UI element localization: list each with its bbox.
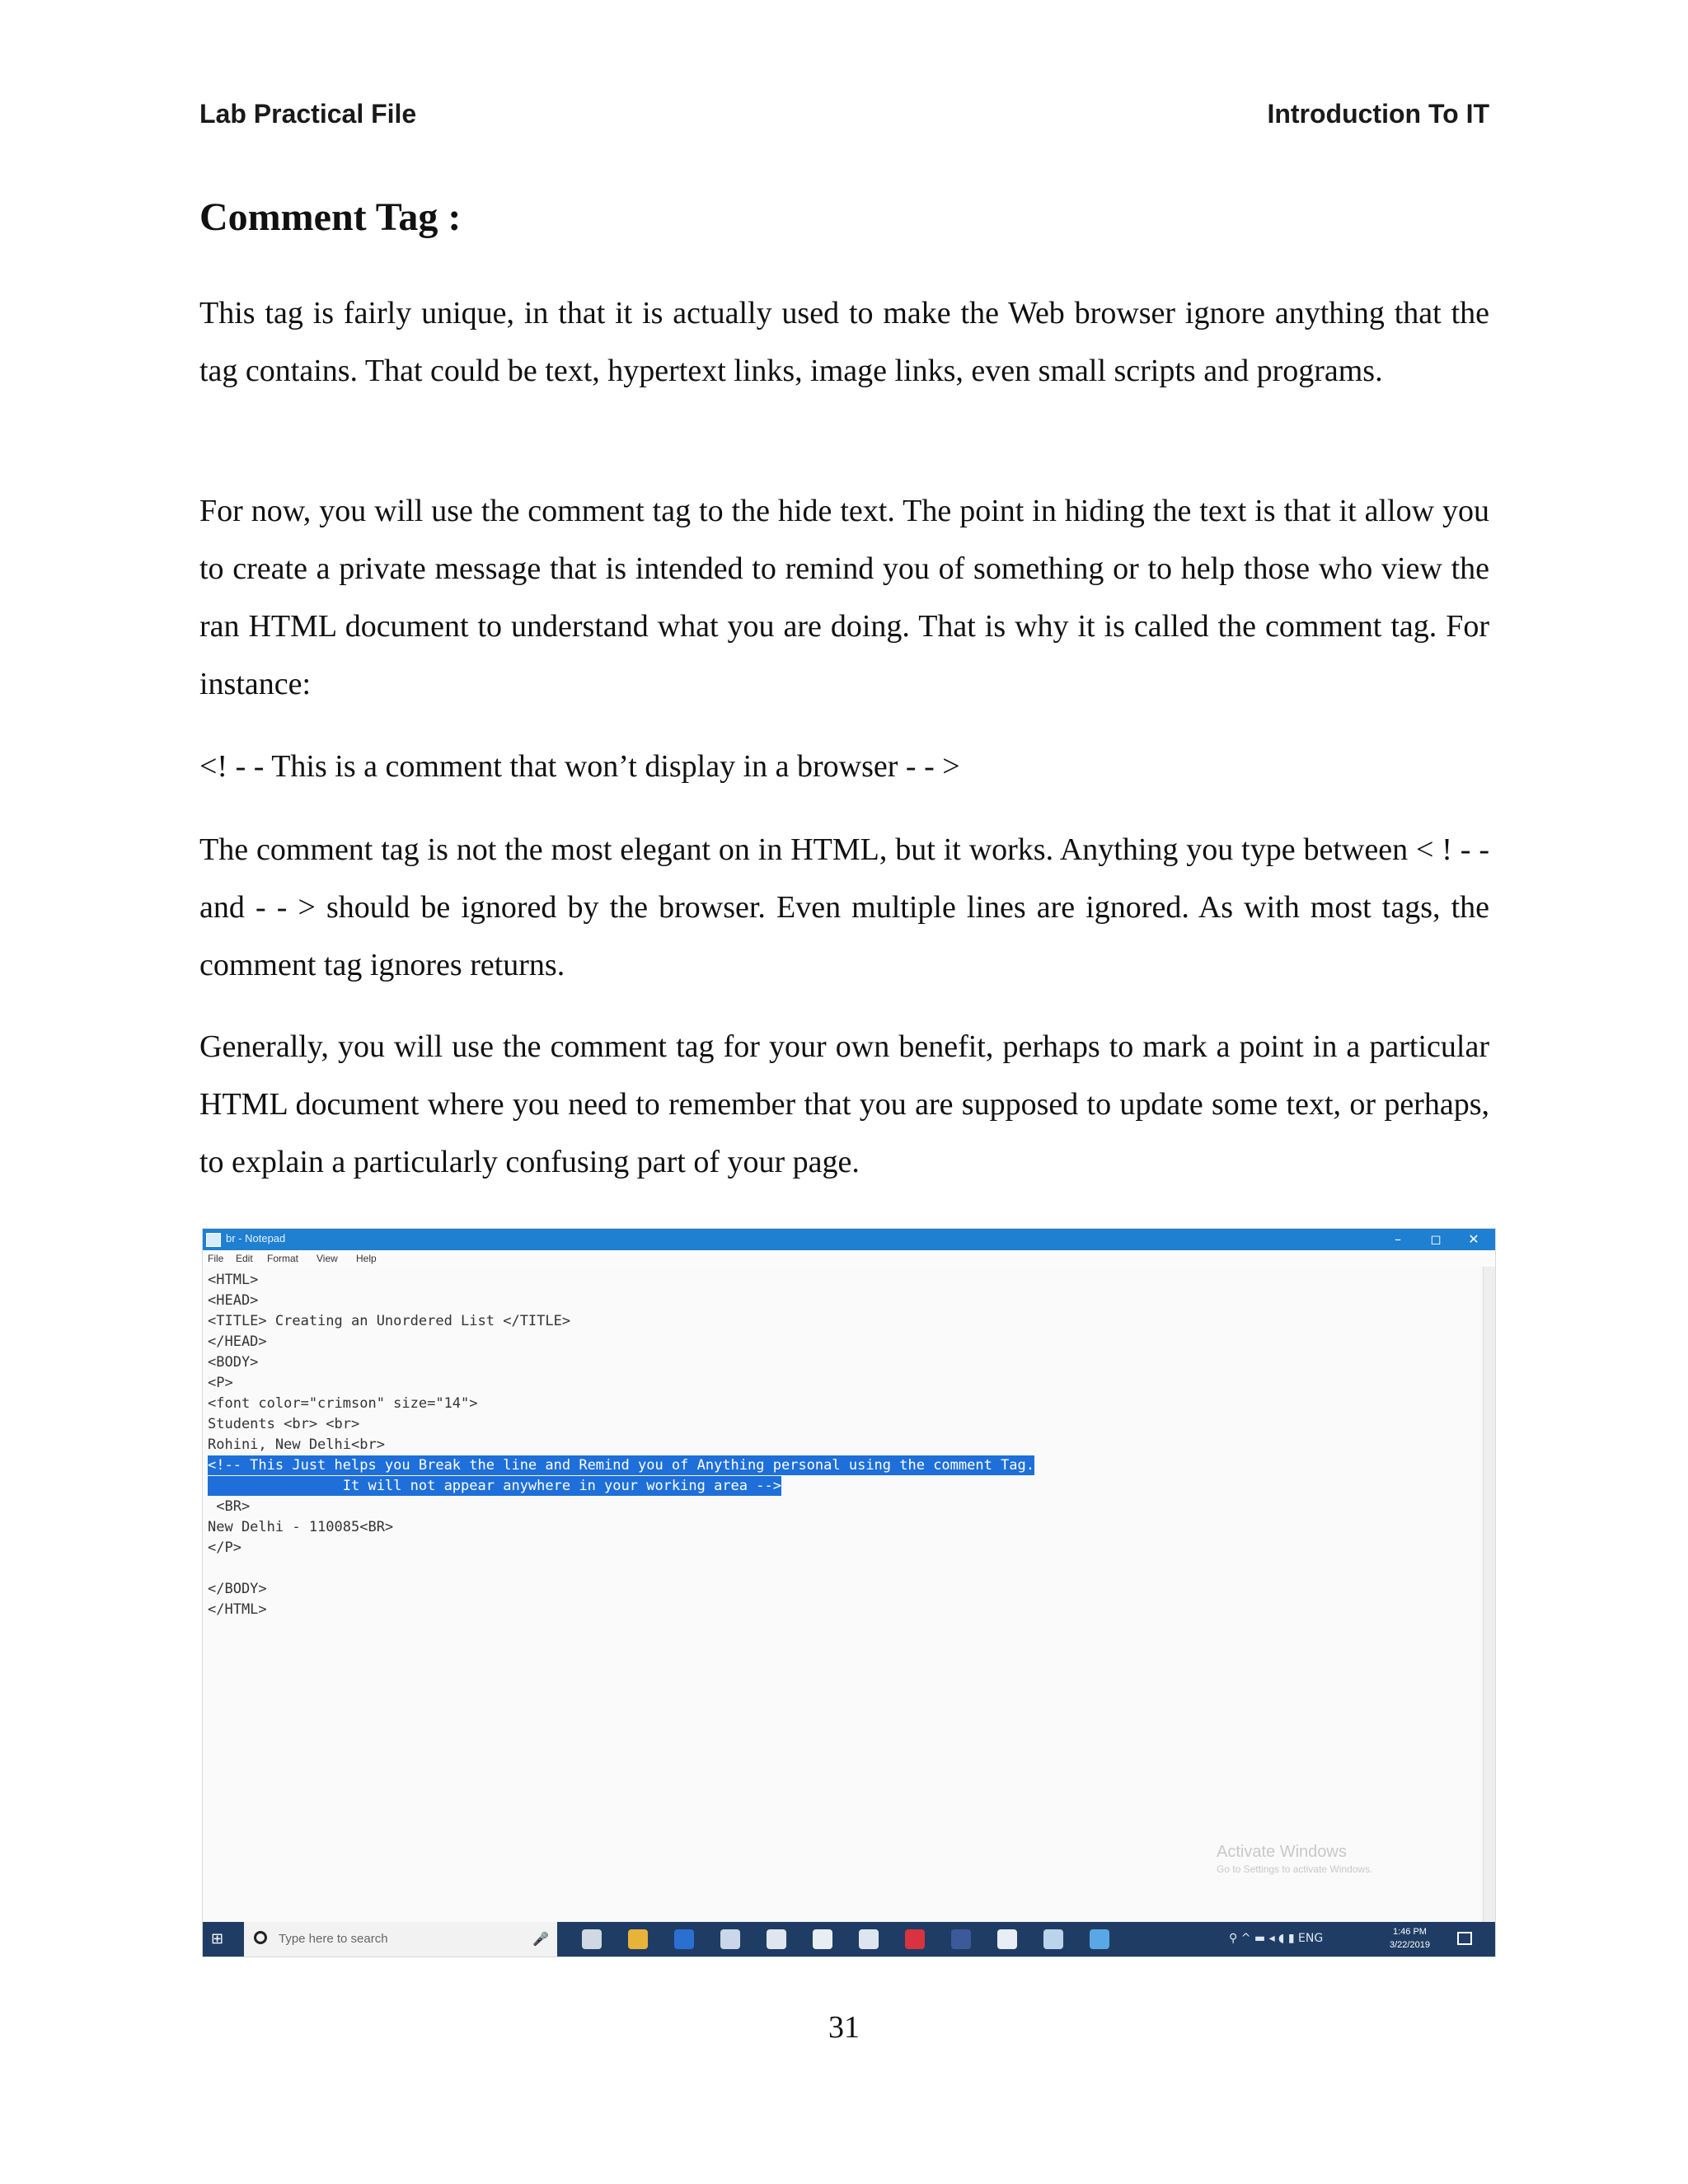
code-line: <HEAD> <box>208 1292 259 1309</box>
maximize-button[interactable]: ◻ <box>1430 1231 1442 1247</box>
cortana-circle-icon <box>254 1931 267 1944</box>
paragraph-behavior: The comment tag is not the most elegant on in HTML, but it works. Anything you type between < ! - - and - - > should be ignored by the browser. Even multiple lines are ignored. As with most tags, the comment tag ignores returns. <box>199 832 1489 982</box>
header-left-title: Lab Practical File <box>199 99 417 129</box>
watermark-title: Activate Windows <box>1217 1843 1347 1861</box>
code-line: <BR> <box>208 1498 251 1515</box>
page-header <box>199 99 1489 135</box>
section-heading: Comment Tag : <box>199 195 462 239</box>
code-line: <font color="crimson" size="14"> <box>208 1395 478 1412</box>
chrome-icon[interactable] <box>628 1929 648 1949</box>
menu-edit[interactable]: Edit <box>236 1253 253 1264</box>
menu-view[interactable]: View <box>316 1253 338 1264</box>
code-line: <!-- This Just helps you Break the line and Remind you of Anything personal using the comment Tag. <box>208 1457 1035 1474</box>
paragraph-example: <! - - This is a comment that won’t display in a browser - - > <box>199 749 960 784</box>
photos-icon[interactable] <box>997 1929 1017 1949</box>
code-line: New Delhi - 110085<BR> <box>208 1519 394 1535</box>
tray-icons[interactable]: ⚲ ^ ▬ ◂ ◖ ▮ ENG <box>1229 1932 1324 1945</box>
paragraph-benefit: Generally, you will use the comment tag for your own benefit, perhaps to mark a point in a particular HTML document where you need to remember that you are supposed to update some text, or perhaps, to explain a particularly confusing part of your page. <box>199 1029 1489 1179</box>
groove-icon[interactable] <box>813 1929 832 1949</box>
opera-icon[interactable] <box>905 1929 925 1949</box>
clock-time: 1:46 PM <box>1392 1927 1427 1937</box>
clock-date: 3/22/2019 <box>1390 1940 1430 1950</box>
search-placeholder: Type here to search <box>279 1932 388 1946</box>
facebook-icon[interactable] <box>951 1929 971 1949</box>
code-line: <HTML> <box>208 1272 259 1288</box>
menu-format[interactable]: Format <box>267 1253 299 1264</box>
menu-bar <box>203 1250 1495 1267</box>
windows-start-icon[interactable]: ⊞ <box>211 1930 224 1947</box>
edge-blue-icon[interactable] <box>674 1929 694 1949</box>
taskbar-search-box[interactable] <box>244 1922 557 1957</box>
ie-icon[interactable] <box>1090 1929 1109 1949</box>
vertical-scrollbar[interactable] <box>1483 1267 1495 1922</box>
menu-help[interactable]: Help <box>356 1253 377 1264</box>
outlook-icon[interactable] <box>859 1929 879 1949</box>
code-line: </P> <box>208 1540 241 1556</box>
notification-icon[interactable] <box>1457 1932 1472 1945</box>
code-line: </HTML> <box>208 1601 267 1618</box>
code-line: <BODY> <box>208 1354 259 1371</box>
code-line: </BODY> <box>208 1581 267 1597</box>
code-line: It will not appear anywhere in your working area --> <box>208 1478 781 1494</box>
menu-file[interactable]: File <box>208 1253 224 1264</box>
code-line: <TITLE> Creating an Unordered List </TITLE> <box>208 1313 571 1329</box>
files-icon[interactable] <box>1043 1929 1063 1949</box>
activate-windows-watermark <box>1217 1843 1372 1875</box>
paragraph-usage: For now, you will use the comment tag to the hide text. The point in hiding the text is that it allow you to create a private message that is intended to remind you of something or to help those who view the ran HTML document to understand what you are doing. That is why it is called the comment tag. For instance: <box>199 494 1489 701</box>
minimize-button[interactable]: – <box>1395 1231 1401 1247</box>
code-line: </HEAD> <box>208 1333 267 1350</box>
notepad-screenshot <box>202 1228 1496 1957</box>
window-titlebar <box>203 1229 1495 1250</box>
window-title: br - Notepad <box>226 1232 286 1244</box>
microphone-icon[interactable]: 🎤 <box>532 1931 549 1947</box>
mail-icon[interactable] <box>720 1929 740 1949</box>
header-right-title: Introduction To IT <box>1267 99 1489 129</box>
close-button[interactable]: ✕ <box>1468 1231 1479 1247</box>
code-line: <P> <box>208 1375 233 1391</box>
code-line: Students <br> <br> <box>208 1416 360 1432</box>
task-view-icon[interactable] <box>582 1929 602 1949</box>
code-line: Rohini, New Delhi<br> <box>208 1436 385 1453</box>
watermark-subtitle: Go to Settings to activate Windows. <box>1217 1863 1373 1875</box>
notepad-icon <box>206 1233 221 1247</box>
windows-taskbar <box>203 1922 1495 1957</box>
page-number: 31 <box>828 2010 860 2045</box>
taskbar-clock[interactable] <box>1390 1925 1430 1952</box>
store-icon[interactable] <box>767 1929 786 1949</box>
text-editor-area[interactable] <box>203 1267 1480 1922</box>
paragraph-intro: This tag is fairly unique, in that it is actually used to make the Web browser ignore anything that the tag contains. That could be text, hypertext links, image links, even small scripts and programs. <box>199 296 1489 388</box>
